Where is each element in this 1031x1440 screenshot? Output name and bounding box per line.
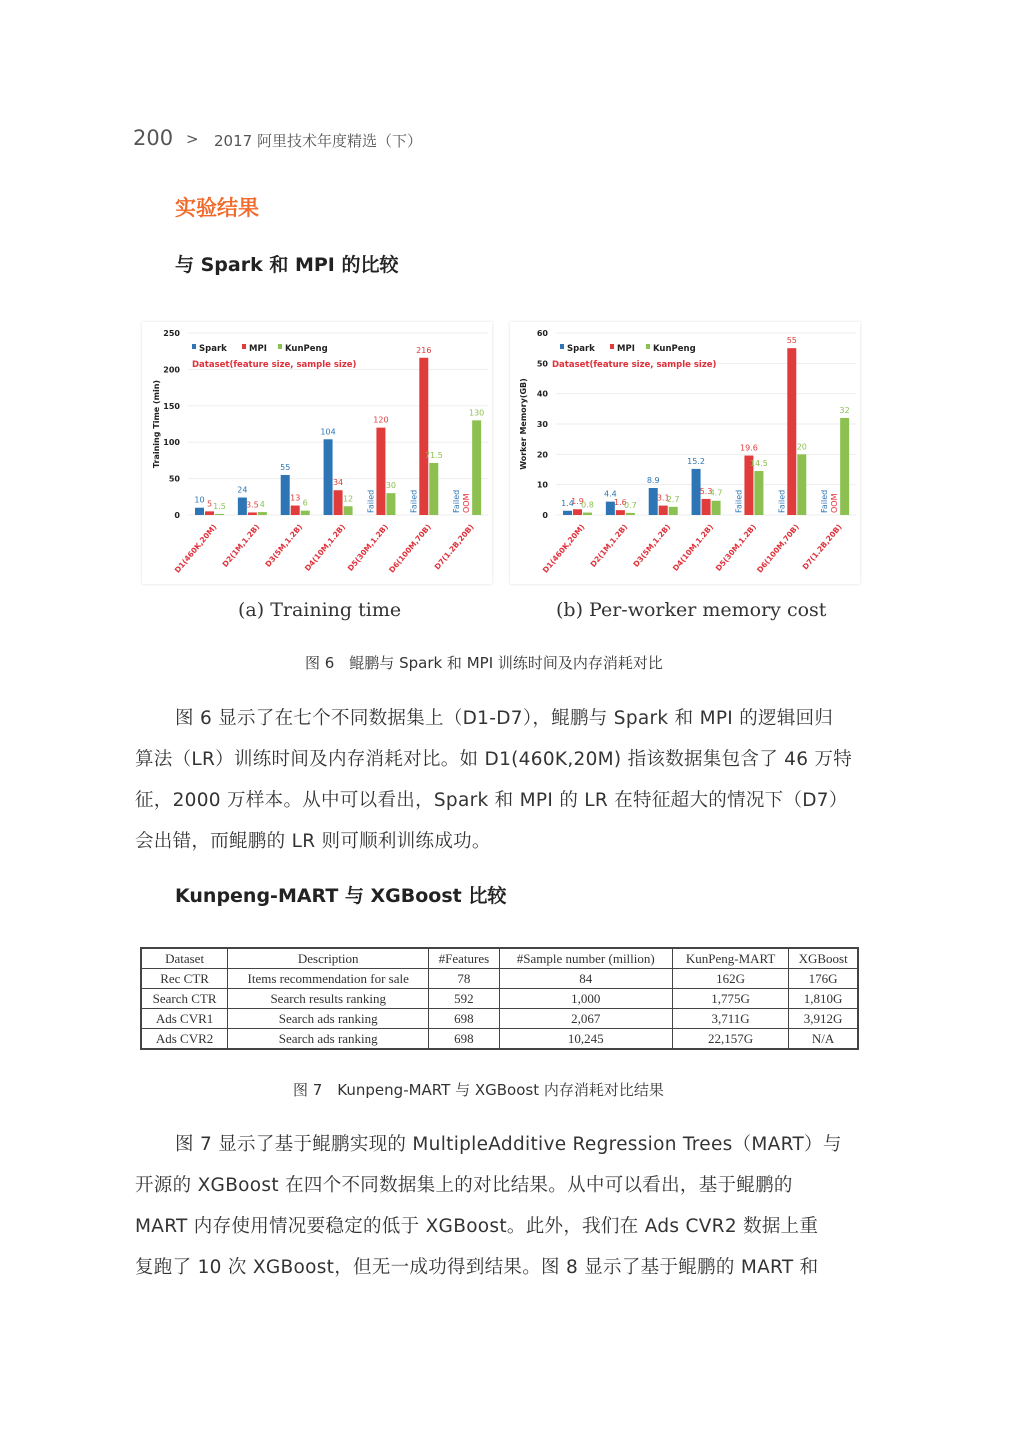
table-cell: 2,067 — [499, 1009, 672, 1029]
page-number: 200 — [133, 126, 174, 150]
x-tick-label: D6(100M,70B) — [755, 522, 801, 575]
legend-swatch — [192, 344, 196, 349]
bar-kunpeng — [472, 420, 481, 515]
data-label: 32 — [839, 405, 850, 415]
bar-kunpeng — [215, 514, 224, 515]
data-label: 15.2 — [687, 456, 705, 466]
status-label: Failed — [409, 489, 419, 513]
table-cell: 1,775G — [672, 989, 788, 1009]
x-tick-label: D3(5M,1.2B) — [263, 522, 305, 569]
table-row — [141, 969, 858, 989]
data-label: 216 — [416, 345, 432, 355]
data-label: 1.4 — [561, 498, 574, 508]
subsection-title-mart-xgboost: Kunpeng-MART 与 XGBoost 比较 — [175, 885, 507, 907]
bar-spark — [563, 511, 572, 515]
section-title: 实验结果 — [175, 196, 259, 220]
bar-kunpeng — [429, 463, 438, 515]
status-label: Failed — [820, 489, 830, 513]
data-label: 3.5 — [245, 500, 259, 510]
header-separator: > — [186, 130, 199, 148]
legend-label: KunPeng — [285, 344, 328, 354]
table-cell: 10,245 — [499, 1029, 672, 1050]
data-label: 55 — [786, 336, 797, 346]
y-tick-label: 50 — [168, 474, 180, 484]
table-cell: Search CTR — [141, 989, 228, 1009]
status-label: Failed — [452, 489, 462, 513]
data-label: 20 — [796, 442, 807, 452]
y-axis-label: Worker Memory(GB) — [519, 378, 528, 470]
x-tick-label: D2(1M,1.2B) — [220, 522, 262, 569]
table-cell: 78 — [429, 969, 499, 989]
para2-line: 图 7 显示了基于鲲鹏实现的 MultipleAdditive Regression Trees（MART）与 — [175, 1134, 842, 1155]
status-label: OOM — [830, 493, 840, 513]
legend-swatch — [242, 344, 246, 349]
chart-training-time-svg — [142, 322, 492, 584]
data-label: 12 — [342, 494, 354, 504]
bar-kunpeng — [669, 507, 678, 515]
y-tick-label: 250 — [163, 329, 180, 338]
table-cell: N/A — [789, 1029, 858, 1050]
comparison-table — [140, 947, 859, 1050]
column-header: XGBoost — [789, 948, 858, 969]
data-label: 8.9 — [646, 476, 660, 486]
table-cell: 592 — [429, 989, 499, 1009]
bar-mpi — [573, 509, 582, 515]
figure-7-caption: 图 7 Kunpeng-MART 与 XGBoost 内存消耗对比结果 — [293, 1081, 664, 1099]
bar-mpi — [376, 428, 385, 515]
table-cell: 176G — [789, 969, 858, 989]
bar-kunpeng — [583, 513, 592, 515]
data-label: 71.5 — [424, 450, 443, 460]
y-tick-label: 100 — [163, 438, 180, 448]
bar-kunpeng — [386, 493, 395, 515]
table-cell: 162G — [672, 969, 788, 989]
x-tick-label: D1(460K,20M) — [540, 522, 587, 575]
bar-spark — [324, 439, 333, 515]
bar-mpi — [616, 510, 625, 515]
y-tick-label: 0 — [542, 511, 548, 520]
bar-mpi — [248, 512, 257, 515]
data-label: 2.7 — [666, 494, 680, 504]
para1-line: 征，2000 万样本。从中可以看出，Spark 和 MPI 的 LR 在特征超大的情况下（D7） — [135, 790, 848, 811]
status-label: Failed — [777, 489, 787, 513]
bar-mpi — [787, 348, 796, 515]
figure-6-caption: 图 6 鲲鹏与 Spark 和 MPI 训练时间及内存消耗对比 — [305, 654, 663, 672]
dataset-note: Dataset(feature size, sample size) — [192, 360, 357, 370]
x-tick-label: D3(5M,1.2B) — [631, 522, 673, 569]
x-tick-label: D7(1.2B,20B) — [800, 522, 844, 572]
y-tick-label: 150 — [163, 401, 180, 411]
bar-mpi — [659, 506, 668, 515]
data-label: 4.4 — [603, 489, 617, 499]
x-tick-label: D7(1.2B,20B) — [432, 522, 476, 572]
para2-line: 复跑了 10 次 XGBoost，但无一成功得到结果。图 8 显示了基于鲲鹏的 MART 和 — [135, 1257, 819, 1278]
data-label: 34 — [332, 478, 344, 488]
column-header: Description — [228, 948, 429, 969]
y-tick-label: 20 — [536, 450, 548, 460]
bar-kunpeng — [258, 512, 267, 515]
data-label: 120 — [373, 415, 389, 425]
bar-spark — [195, 508, 204, 515]
table-cell: Ads CVR1 — [141, 1009, 228, 1029]
status-label: Failed — [366, 489, 376, 513]
x-tick-label: D6(100M,70B) — [387, 522, 433, 575]
table-cell: Search ads ranking — [228, 1029, 429, 1050]
y-tick-label: 30 — [536, 420, 548, 429]
table-row — [141, 1029, 858, 1050]
data-label: 3.1 — [656, 493, 670, 503]
data-label: 55 — [280, 462, 291, 472]
data-label: 4.7 — [709, 488, 723, 498]
para1-line: 图 6 显示了在七个不同数据集上（D1-D7），鲲鹏与 Spark 和 MPI 的逻辑回归 — [175, 708, 834, 729]
y-tick-label: 0 — [174, 511, 180, 520]
bar-kunpeng — [626, 513, 635, 515]
table-cell: 3,711G — [672, 1009, 788, 1029]
table-cell: Search results ranking — [228, 989, 429, 1009]
legend-swatch — [560, 344, 564, 349]
legend-label: Spark — [567, 344, 595, 354]
table-header-row — [141, 948, 858, 969]
x-tick-label: D1(460K,20M) — [172, 522, 219, 575]
table-cell: Ads CVR2 — [141, 1029, 228, 1050]
data-label: 130 — [469, 408, 485, 418]
x-tick-label: D5(30M,1.2B) — [345, 522, 390, 573]
legend-swatch — [278, 344, 282, 349]
y-tick-label: 50 — [536, 359, 548, 369]
x-tick-label: D4(10M,1.2B) — [302, 522, 348, 573]
table-cell: Rec CTR — [141, 969, 228, 989]
table-cell: 22,157G — [672, 1029, 788, 1050]
subcaption-a: (a) Training time — [238, 599, 402, 621]
column-header: #Features — [429, 948, 499, 969]
subsection-title-spark-mpi: 与 Spark 和 MPI 的比较 — [175, 254, 399, 276]
bar-mpi — [702, 499, 711, 515]
legend-label: KunPeng — [653, 344, 696, 354]
table-cell: 1,810G — [789, 989, 858, 1009]
data-label: 0.7 — [623, 500, 637, 510]
data-label: 6 — [302, 498, 308, 508]
y-tick-label: 60 — [536, 329, 548, 338]
data-label: 13 — [290, 493, 301, 503]
x-tick-label: D2(1M,1.2B) — [588, 522, 630, 569]
para2-line: 开源的 XGBoost 在四个不同数据集上的对比结果。从中可以看出，基于鲲鹏的 — [135, 1175, 793, 1196]
y-axis-label: Training Time (min) — [152, 379, 161, 469]
legend-label: Spark — [199, 344, 227, 354]
x-tick-label: D5(30M,1.2B) — [713, 522, 758, 573]
data-label: 0.8 — [581, 500, 594, 510]
legend-label: MPI — [249, 344, 267, 354]
bar-kunpeng — [301, 511, 310, 515]
bar-kunpeng — [712, 501, 721, 515]
bar-mpi — [205, 511, 214, 515]
data-label: 19.6 — [740, 443, 758, 453]
data-label: 104 — [320, 427, 336, 437]
table-cell: Search ads ranking — [228, 1009, 429, 1029]
column-header: Dataset — [141, 948, 228, 969]
bar-kunpeng — [797, 454, 806, 515]
legend-swatch — [646, 344, 650, 349]
bar-mpi — [291, 506, 300, 515]
para2-line: MART 内存使用情况要稳定的低于 XGBoost。此外，我们在 Ads CVR2 数据上重 — [135, 1216, 819, 1237]
x-tick-label: D4(10M,1.2B) — [670, 522, 716, 573]
column-header: #Sample number (million) — [499, 948, 672, 969]
bar-mpi — [334, 490, 343, 515]
y-tick-label: 10 — [536, 480, 548, 490]
subcaption-b: (b) Per-worker memory cost — [556, 599, 827, 621]
data-label: 10 — [194, 495, 205, 505]
y-tick-label: 40 — [536, 389, 548, 399]
y-tick-label: 200 — [163, 365, 180, 375]
bar-kunpeng — [840, 418, 849, 515]
para1-line: 算法（LR）训练时间及内存消耗对比。如 D1(460K,20M) 指该数据集包含了 46 万特 — [135, 749, 853, 770]
data-label: 4 — [259, 500, 265, 510]
bar-mpi — [419, 358, 428, 515]
table-cell: 1,000 — [499, 989, 672, 1009]
book-title: 2017 阿里技术年度精选（下） — [214, 132, 422, 150]
data-label: 1.6 — [613, 498, 627, 508]
table-cell: 698 — [429, 1009, 499, 1029]
table-row — [141, 1009, 858, 1029]
data-label: 30 — [385, 481, 397, 491]
bar-kunpeng — [754, 471, 763, 515]
chart-memory-cost — [510, 322, 860, 584]
chart-training-time — [142, 322, 492, 584]
table-cell: 84 — [499, 969, 672, 989]
bar-kunpeng — [344, 506, 353, 515]
table-cell: Items recommendation for sale — [228, 969, 429, 989]
para1-line: 会出错，而鲲鹏的 LR 则可顺利训练成功。 — [135, 831, 491, 852]
data-label: 5 — [206, 499, 213, 509]
table-cell: 3,912G — [789, 1009, 858, 1029]
data-label: 1.5 — [213, 501, 226, 511]
table-cell: 698 — [429, 1029, 499, 1050]
data-label: 1.9 — [571, 497, 584, 507]
legend-label: MPI — [617, 344, 635, 354]
data-label: 14.5 — [750, 459, 768, 469]
chart-memory-cost-svg — [510, 322, 860, 584]
dataset-note: Dataset(feature size, sample size) — [552, 360, 717, 370]
data-label: 5.3 — [699, 486, 713, 496]
data-label: 24 — [237, 485, 248, 495]
status-label: OOM — [462, 493, 472, 513]
table-row — [141, 989, 858, 1009]
status-label: Failed — [734, 489, 744, 513]
bar-spark — [281, 475, 290, 515]
legend-swatch — [610, 344, 614, 349]
column-header: KunPeng-MART — [672, 948, 788, 969]
